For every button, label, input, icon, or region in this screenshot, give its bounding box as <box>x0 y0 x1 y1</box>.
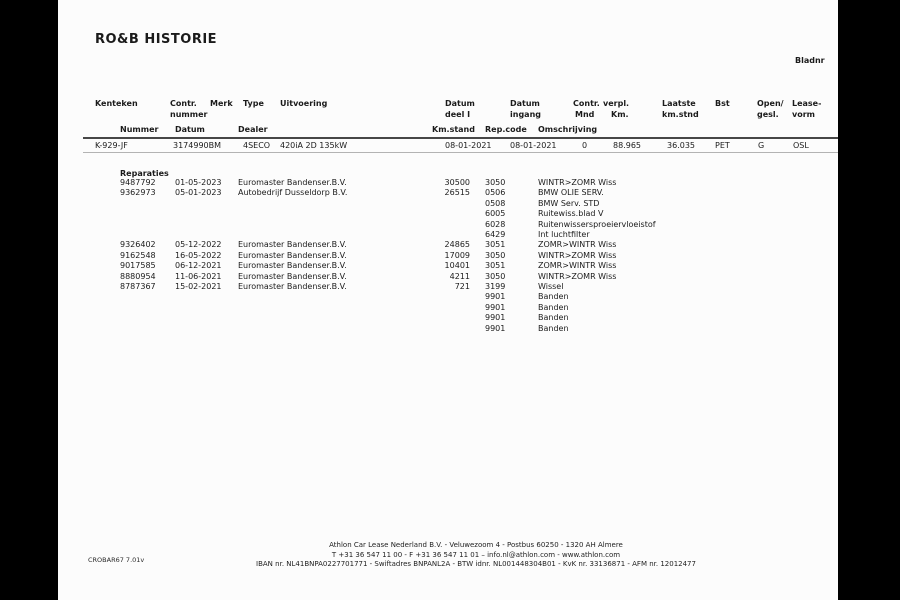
report-page <box>58 0 838 600</box>
repair-omschrijving: Banden <box>538 323 569 333</box>
col-header-datum-ingang: Datum ingang <box>510 99 541 119</box>
repair-nummer: 9017585 <box>120 261 156 271</box>
repair-omschrijving: Ruitewiss.blad V <box>538 209 604 219</box>
col-header-laatste-kmstnd: Laatste km.stnd <box>662 99 699 119</box>
section-title-reparaties: Reparaties <box>120 169 169 178</box>
page-number-label: Bladnr <box>795 56 825 65</box>
col-header-nummer: Nummer <box>120 125 159 134</box>
repair-kmstand: 30500 <box>444 178 470 187</box>
contract-verpl-km: 88.965 <box>613 141 641 150</box>
repair-datum: 01-05-2023 <box>175 178 222 187</box>
contract-datum-ingang: 08-01-2021 <box>510 141 557 150</box>
repair-datum: 11-06-2021 <box>175 271 222 281</box>
col-header-dealer: Dealer <box>238 125 268 134</box>
contract-uitvoering: 420iA 2D 135kW <box>280 141 348 150</box>
repair-repcode: 6028 <box>485 219 506 229</box>
contract-nummer: 3174990BM <box>173 141 222 150</box>
col-header-kmstand: Km.stand <box>432 125 475 134</box>
repair-repcode: 9901 <box>485 313 506 323</box>
repair-row <box>58 272 838 282</box>
repair-repcode: 3199 <box>485 282 506 291</box>
contract-open-gesl: G <box>758 141 765 150</box>
repair-nummer: 8787367 <box>120 282 156 291</box>
repair-nummer: 9487792 <box>120 178 156 187</box>
repair-row <box>58 188 838 198</box>
repair-repcode: 3051 <box>485 261 506 271</box>
repair-dealer: Euromaster Bandenser.B.V. <box>238 271 347 281</box>
contract-laatste-kmstnd: 36.035 <box>667 141 695 150</box>
repair-dealer: Euromaster Bandenser.B.V. <box>238 178 347 187</box>
repair-datum: 06-12-2021 <box>175 261 222 271</box>
company-footer <box>114 541 838 570</box>
col-header-repcode: Rep.code <box>485 125 527 134</box>
col-header-open-gesl: Open/ gesl. <box>757 99 784 119</box>
repair-dealer: Euromaster Bandenser.B.V. <box>238 240 347 250</box>
repair-row <box>58 220 838 230</box>
repair-omschrijving: Int luchtfilter <box>538 230 590 239</box>
repair-kmstand: 26515 <box>444 188 470 198</box>
repair-nummer: 9326402 <box>120 240 156 250</box>
repair-nummer: 8880954 <box>120 271 156 281</box>
repair-row <box>58 313 838 323</box>
repair-omschrijving: Banden <box>538 302 569 312</box>
repair-nummer: 9162548 <box>120 250 156 260</box>
col-header-merk: Merk <box>210 99 233 108</box>
contract-row-divider-line <box>83 152 838 153</box>
repair-omschrijving: Ruitenwissersproeiervloeistof <box>538 219 656 229</box>
col-header-kenteken: Kenteken <box>95 99 138 108</box>
col-header-omschrijving: Omschrijving <box>538 125 598 134</box>
repair-repcode: 3050 <box>485 178 506 187</box>
repair-nummer: 9362973 <box>120 188 156 198</box>
repair-row <box>58 324 838 334</box>
contract-bst: PET <box>715 141 730 150</box>
repair-row <box>58 303 838 313</box>
contract-leasevorm: OSL <box>793 141 809 150</box>
col-header-uitvoering: Uitvoering <box>280 99 328 108</box>
contract-datum-deel-i: 08-01-2021 <box>445 141 492 150</box>
repair-datum: 16-05-2022 <box>175 250 222 260</box>
repair-row <box>58 209 838 219</box>
repair-repcode: 0506 <box>485 188 506 198</box>
col-header-datum-deel-i: Datum deel I <box>445 99 475 119</box>
repair-repcode: 3050 <box>485 271 506 281</box>
header-divider-line <box>83 137 838 139</box>
repair-kmstand: 721 <box>454 282 470 291</box>
repair-omschrijving: Banden <box>538 313 569 323</box>
page-title: RO&B HISTORIE <box>95 32 218 47</box>
repair-row <box>58 292 838 302</box>
repair-dealer: Euromaster Bandenser.B.V. <box>238 250 347 260</box>
repair-kmstand: 10401 <box>444 261 470 271</box>
repair-repcode: 9901 <box>485 292 506 302</box>
repair-omschrijving: WINTR>ZOMR Wiss <box>538 250 617 260</box>
repair-dealer: Euromaster Bandenser.B.V. <box>238 261 347 271</box>
repair-row <box>58 230 838 240</box>
repair-omschrijving: BMW Serv. STD <box>538 198 600 208</box>
repair-kmstand: 4211 <box>449 271 470 281</box>
footer-contact-line: T +31 36 547 11 00 - F +31 36 547 11 01 – info.nl@athlon.com - www.athlon.com <box>331 550 621 559</box>
col-header-bst: Bst <box>715 99 730 108</box>
repair-dealer: Euromaster Bandenser.B.V. <box>238 282 347 291</box>
repair-row <box>58 199 838 209</box>
repair-omschrijving: WINTR>ZOMR Wiss <box>538 178 617 187</box>
repair-repcode: 3051 <box>485 240 506 250</box>
col-header-type: Type <box>243 99 264 108</box>
col-header-leasevorm: Lease- vorm <box>792 99 822 119</box>
repair-row <box>58 251 838 261</box>
contract-contr-mnd: 0 <box>582 141 588 150</box>
repair-datum: 15-02-2021 <box>175 282 222 291</box>
repair-repcode: 3050 <box>485 250 506 260</box>
repair-datum: 05-12-2022 <box>175 240 222 250</box>
repair-repcode: 6005 <box>485 209 506 219</box>
repair-omschrijving: BMW OLIE SERV. <box>538 188 604 198</box>
program-version-label: CROBAR67 7.01v <box>88 556 145 564</box>
repair-row <box>58 240 838 250</box>
repair-omschrijving: WINTR>ZOMR Wiss <box>538 271 617 281</box>
repair-omschrijving: Wissel <box>538 282 564 291</box>
repair-kmstand: 24865 <box>444 240 470 250</box>
repair-repcode: 0508 <box>485 198 506 208</box>
repair-datum: 05-01-2023 <box>175 188 222 198</box>
col-header-contr-nummer: Contr. nummer <box>170 99 208 119</box>
contract-kenteken: K-929-JF <box>95 141 128 150</box>
footer-address-line: Athlon Car Lease Nederland B.V. - Veluwezoom 4 - Postbus 60250 - 1320 AH Almere <box>329 541 623 549</box>
repair-omschrijving: Banden <box>538 292 569 302</box>
repair-dealer: Autobedrijf Dusseldorp B.V. <box>238 188 348 198</box>
repair-kmstand: 17009 <box>444 250 470 260</box>
repair-repcode: 9901 <box>485 302 506 312</box>
repair-row <box>58 261 838 271</box>
footer-bank-line: IBAN nr. NL41BNPA0227701771 - Swiftadres BNPANL2A - BTW idnr. NL001448304B01 - KvK nr. 33136871 - AFM nr. 12012477 <box>256 560 696 568</box>
repair-omschrijving: ZOMR>WINTR Wiss <box>538 240 617 250</box>
col-header-contr-mnd: Contr. Mnd <box>573 99 600 119</box>
repair-row <box>58 282 838 292</box>
col-header-datum: Datum <box>175 125 205 134</box>
contract-type: 4SECO <box>243 141 271 150</box>
repair-row <box>58 178 838 188</box>
repair-repcode: 9901 <box>485 323 506 333</box>
repair-omschrijving: ZOMR>WINTR Wiss <box>538 261 617 271</box>
repair-repcode: 6429 <box>485 230 506 239</box>
col-header-verpl-km: verpl. Km. <box>603 99 630 119</box>
